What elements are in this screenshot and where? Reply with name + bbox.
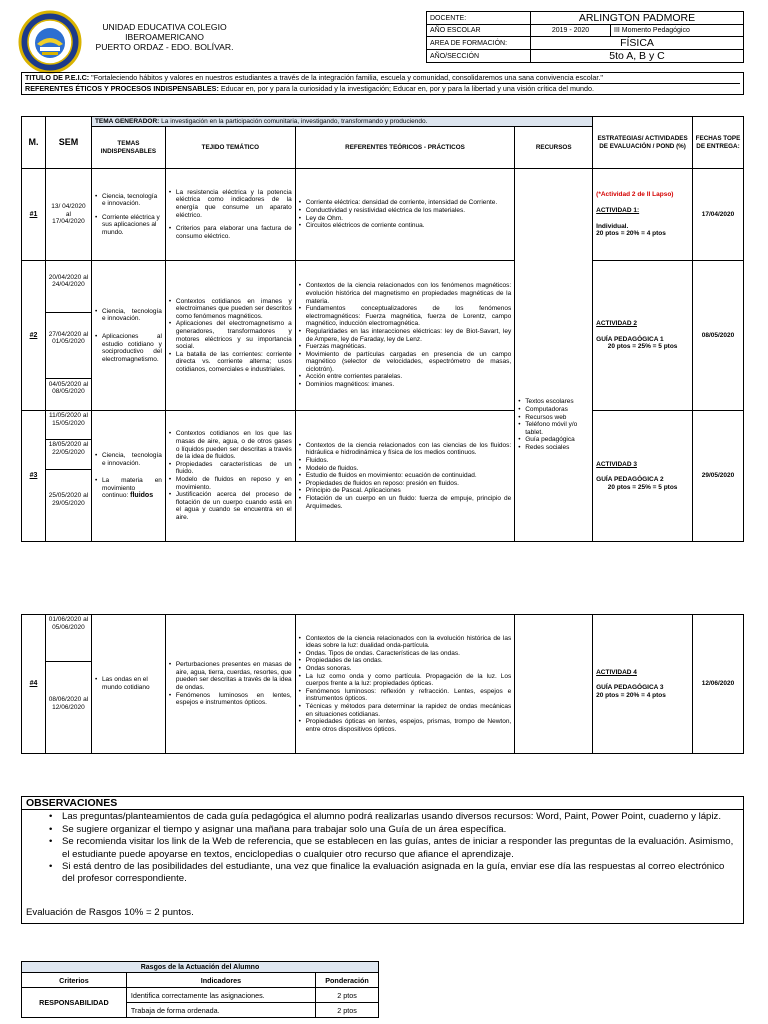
col-header-tejido: TEJIDO TEMÁTICO <box>165 127 295 169</box>
list-item: • Redes sociales <box>518 444 589 452</box>
activity-score: 20 ptos = 20% = 4 ptos <box>596 230 666 238</box>
tema-bold: fluidos <box>130 492 154 500</box>
activity-detail: GUÍA PEDAGÓGICA 2 <box>596 476 664 484</box>
list-item: • Justificación acerca del proceso de flotación de un cuerpo cuando está en el agua y cuando se encuentra en el aire. <box>169 491 292 521</box>
list-item: • Ciencia, tecnología e innovación. <box>95 452 162 467</box>
activity-score: 20 ptos = 25% = 5 ptos <box>607 343 678 351</box>
activity-detail: GUÍA PEDAGÓGICA 3 <box>596 684 664 692</box>
row-temas <box>91 261 165 411</box>
list-item: • Ciencia, tecnología e innovación. <box>95 308 162 323</box>
col-header-fechas: FECHAS TOPE DE ENTREGA: <box>692 117 743 169</box>
docente-value: ARLINGTON PADMORE <box>531 12 744 25</box>
list-item: • Fenómenos luminosos: reflexión y refracción. Lentes, espejos e instrumentos ópticos. <box>299 688 512 703</box>
col-header-m: M. <box>22 117 46 169</box>
col-header-temas: TEMAS INDISPENSABLES <box>91 127 165 169</box>
list-item <box>95 477 162 500</box>
list-item: • Ondas. Tipos de ondas. Características de las ondas. <box>299 650 512 658</box>
row-temas <box>91 169 165 261</box>
teacher-info-table <box>426 11 744 63</box>
row-referentes <box>295 615 515 754</box>
sem-week: 27/04/2020 al 01/05/2020 <box>46 312 91 378</box>
table-row <box>22 169 744 261</box>
evaluation-note: Evaluación de Rasgos 10% = 2 puntos. <box>26 907 194 918</box>
list-item: • Conductividad y resistividad eléctrica de los materiales. <box>299 207 512 215</box>
row-estrategias <box>593 615 693 754</box>
activity-detail: GUÍA PEDAGÓGICA 1 <box>596 335 664 343</box>
observations-title: OBSERVACIONES <box>22 797 743 810</box>
row-fecha: 17/04/2020 <box>692 169 743 261</box>
peic-title-label: TITULO DE P.E.I.C: <box>25 73 90 82</box>
list-item: • Perturbaciones presentes en masas de aire, agua, tierra, cuerdas, resortes, que pueden ser descritas a través de la idea de ondas. <box>169 661 292 691</box>
rasgos-table <box>21 961 379 1018</box>
rasgos-criterio: RESPONSABILIDAD <box>22 988 127 1018</box>
list-item: • Corriente eléctrica y sus aplicaciones al mundo. <box>95 214 162 237</box>
activity-label: ACTIVIDAD 2 <box>596 320 637 328</box>
col-header-referentes: REFERENTES TEÓRICOS - PRÁCTICOS <box>295 127 515 169</box>
row-recursos <box>515 169 593 542</box>
list-item: • Modelo de fluidos. <box>299 465 512 473</box>
sem-week: 18/05/2020 al 22/05/2020 <box>46 439 91 469</box>
list-item: • Corriente eléctrica: densidad de corriente, intensidad de Corriente. <box>299 199 512 207</box>
list-item: • Propiedades ópticas en lentes, espejos, prismas, trompo de Newton, entre otros dispositivos ópticos. <box>299 718 512 733</box>
row-m: #4 <box>22 615 46 754</box>
tema-generador-text: La investigación en la participación comunitaria, investigando, transformando y produciendo. <box>161 117 428 125</box>
list-item: • Contextos cotidianos en los que las masas de aire, agua, o de otros gases o líquidos pueden ser descritas a través de la idea de fluidos. <box>169 430 292 460</box>
school-line-1: UNIDAD EDUCATIVA COLEGIO <box>102 22 227 32</box>
list-item: • La resistencia eléctrica y la potencia eléctrica como indicadores de la energía que consume un aparato eléctrico. <box>169 189 292 219</box>
list-item: • Movimiento de partículas cargadas en presencia de un campo magnético (selector de velocidades, espectrómetro de masas, ciclotrón). <box>299 351 512 374</box>
list-item: • La luz como onda y como partícula. Propagación de la luz. Los cuerpos frente a la luz: propiedades ópticas. <box>299 673 512 688</box>
row-estrategias <box>593 411 693 542</box>
peic-referentes-text: Educar en, por y para la curiosidad y la investigación; Educar en, por y para la libertad y una visión crítica del mundo. <box>220 84 594 93</box>
docente-label: DOCENTE: <box>427 12 531 25</box>
row-referentes <box>295 261 515 411</box>
activity-label: ACTIVIDAD 4 <box>596 668 637 676</box>
activity-score: 20 ptos = 25% = 5 ptos <box>607 483 678 491</box>
row-referentes <box>295 411 515 542</box>
activity-label: ACTIVIDAD 1: <box>596 206 640 214</box>
anio-label: AÑO ESCOLAR <box>427 25 531 37</box>
list-item: • Fenómenos luminosos en lentes, espejos e instrumentos ópticos. <box>169 692 292 707</box>
peic-box <box>21 72 744 95</box>
row-m: #3 <box>22 411 46 542</box>
school-line-3: PUERTO ORDAZ - EDO. BOLÍVAR. <box>95 42 234 52</box>
table-row <box>22 411 744 542</box>
list-item: • Contextos de la ciencia relacionados con los fenómenos magnéticos: evolución histórica del magnetismo en propiedades magnéticas de la materia. <box>299 282 512 305</box>
tema-text: La materia en movimiento continuo: <box>101 477 162 500</box>
table-row <box>22 261 744 411</box>
list-item: • La batalla de las corrientes: corriente directa vs. corriente alterna; usos cotidianos, comerciales e industriales. <box>169 351 292 374</box>
observations-box <box>21 796 744 924</box>
tema-generador <box>91 117 592 127</box>
tema-generador-label: TEMA GENERADOR: <box>94 117 160 125</box>
table-row <box>22 988 379 1003</box>
rasgos-title: Rasgos de la Actuación del Alumno <box>22 962 379 973</box>
rasgos-indicador: Trabaja de forma ordenada. <box>126 1003 315 1018</box>
observation-item: • Si está dentro de las posibilidades del estudiante, una vez que finalice la evaluación asignada en la guía, enviar ese día las respuestas al correo electrónico del profesor correspondiente. <box>62 861 739 886</box>
row-sem: 13/ 04/2020 al 17/04/2020 <box>45 169 91 261</box>
list-item: • Ciencia, tecnología e innovación. <box>95 193 162 208</box>
list-item: • Regularidades en las interacciones eléctricas: ley de Biot-Savart, ley de Ampere, ley de Faraday, ley de Lenz. <box>299 328 512 343</box>
list-item: • Teléfono móvil y/o tablet. <box>518 421 589 436</box>
sem-week: 20/04/2020 al 24/04/2020 <box>48 273 89 289</box>
row-fecha: 08/05/2020 <box>692 261 743 411</box>
list-item: • Las ondas en el mundo cotidiano <box>95 676 162 691</box>
rasgos-ponderacion: 2 ptos <box>316 988 379 1003</box>
row-temas <box>91 615 165 754</box>
list-item: • Flotación de un cuerpo en un fluido: fuerza de empuje, principio de Arquímedes. <box>299 495 512 510</box>
sem-week: 11/05/2020 al 15/05/2020 <box>48 412 88 427</box>
sem-week: 04/05/2020 al 08/05/2020 <box>46 378 91 410</box>
peic-title-line <box>25 73 740 83</box>
list-item: • Principio de Pascal. Aplicaciones <box>299 487 512 495</box>
school-line-2: IBEROAMERICANO <box>125 32 204 42</box>
list-item: • Criterios para elaborar una factura de consumo eléctrico. <box>169 225 292 240</box>
momento-value: III Momento Pedagógico <box>611 25 744 37</box>
planning-table <box>21 116 744 542</box>
rasgos-header-criterios: Criterios <box>22 973 127 988</box>
list-item: • Fuerzas magnéticas. <box>299 343 512 351</box>
activity-label: ACTIVIDAD 3 <box>596 460 637 468</box>
row-temas <box>91 411 165 542</box>
list-item: • Ley de Ohm. <box>299 215 512 223</box>
list-item: • Aplicaciones del electromagnetismo a generadores, transformadores y motores eléctricos y su importancia social. <box>169 320 292 350</box>
area-value: FÍSICA <box>531 37 744 50</box>
observation-item: • Se recomienda visitar los link de la Web de referencia, que se establecen en las guías, antes de iniciar a responder las preguntas de la evaluación. Asimismo, el estudiante puede apoyarse en textos, enciclopedias o cualquier otro recurso que afiance el aprendizaje. <box>62 836 739 861</box>
sem-week: 25/05/2020 al 29/05/2020 <box>46 469 91 541</box>
list-item: • Ondas sonoras. <box>299 665 512 673</box>
area-label: AREA DE FORMACIÓN: <box>427 37 531 50</box>
peic-referentes-label: REFERENTES ÉTICOS Y PROCESOS INDISPENSABLES: <box>25 84 219 93</box>
row-referentes <box>295 169 515 261</box>
list-item: • Guía pedagógica <box>518 436 589 444</box>
row-tejido <box>165 261 295 411</box>
school-logo <box>18 10 82 74</box>
peic-referentes-line <box>25 83 740 94</box>
row-fecha: 12/06/2020 <box>692 615 743 754</box>
list-item: • Propiedades de las ondas. <box>299 657 512 665</box>
activity-score: 20 ptos = 20% = 4 ptos <box>596 691 666 699</box>
col-header-recursos: RECURSOS <box>515 127 593 169</box>
row-sem <box>45 261 91 411</box>
row-sem <box>45 615 91 754</box>
row-recursos <box>515 615 593 754</box>
observation-item: • Las preguntas/planteamientos de cada guía pedagógica el alumno podrá realizarlas usando diversos recursos: Word, Paint, Power Point, cuaderno y lápiz. <box>62 811 739 823</box>
row-estrategias <box>593 261 693 411</box>
list-item: • Técnicas y métodos para determinar la rapidez de ondas mecánicas en situaciones cotidianas. <box>299 703 512 718</box>
list-item: • Propiedades de fluidos en reposo: presión en fluidos. <box>299 480 512 488</box>
planning-table-continued <box>21 614 744 754</box>
seccion-label: AÑO/SECCIÓN <box>427 50 531 63</box>
row-m: #2 <box>22 261 46 411</box>
list-item: • Aplicaciones al estudio cotidiano y sociproductivo del electromagnetismo. <box>95 333 162 363</box>
rasgos-header-indicadores: Indicadores <box>126 973 315 988</box>
row-sem <box>45 411 91 542</box>
row-fecha: 29/05/2020 <box>692 411 743 542</box>
table-row <box>22 615 744 754</box>
observation-item: • Se sugiere organizar el tiempo y asignar una mañana para trabajar solo una Guía de un área específica. <box>62 824 739 836</box>
list-item: • Textos escolares <box>518 398 589 406</box>
row-tejido <box>165 615 295 754</box>
activity-detail: Individual. <box>596 222 629 230</box>
row-m: #1 <box>22 169 46 261</box>
list-item: • Contextos de la ciencia relacionados con la evolución histórica de las ideas sobre la luz: dualidad onda-partícula. <box>299 635 512 650</box>
list-item: • Contextos de la ciencia relacionados con las ciencias de los fluidos: hidráulica e hidrodinámica y física de los medios continuos. <box>299 442 512 457</box>
sem-week: 08/06/2020 al 12/06/2020 <box>46 661 91 753</box>
list-item: • Fluidos. <box>299 457 512 465</box>
list-item: • Propiedades características de un fluido. <box>169 461 292 476</box>
school-name <box>82 22 247 52</box>
activity-note: (*Actividad 2 de II Lapso) <box>596 191 674 199</box>
col-header-sem: SEM <box>45 117 91 169</box>
list-item: • Dominios magnéticos: imanes. <box>299 381 512 389</box>
list-item: • Fundamentos conceptualizadores de los fenómenos electromagnéticos: Fuerza magnética, fuerza de Lorentz, campo magnético, inducción electromagnética. <box>299 305 512 328</box>
row-estrategias <box>593 169 693 261</box>
list-item: • Contextos cotidianos en imanes y electroimanes que pueden ser descritos como fenómenos magnéticos. <box>169 298 292 321</box>
row-tejido <box>165 411 295 542</box>
peic-title-text: "Fortaleciendo hábitos y valores en nuestros estudiantes a través de la integración familia, escuela y comunidad, consolidaremos una sana convivencia escolar." <box>91 73 603 82</box>
col-header-estrategias: ESTRATEGIAS/ ACTIVIDADES DE EVALUACIÓN / POND (%) <box>593 117 693 169</box>
list-item: • Recursos web <box>518 414 589 422</box>
list-item: • Modelo de fluidos en reposo y en movimiento. <box>169 476 292 491</box>
list-item: • Computadoras <box>518 406 589 414</box>
seccion-value: 5to A, B y C <box>531 50 744 63</box>
sem-week: 01/06/2020 al 05/06/2020 <box>48 616 89 631</box>
row-tejido <box>165 169 295 261</box>
rasgos-header-ponderacion: Ponderación <box>316 973 379 988</box>
list-item: • Acción entre corrientes paralelas. <box>299 373 512 381</box>
list-item: • Estudio de fluidos en movimiento: ecuación de continuidad. <box>299 472 512 480</box>
anio-value: 2019 - 2020 <box>531 25 611 37</box>
rasgos-ponderacion: 2 ptos <box>316 1003 379 1018</box>
rasgos-indicador: Identifica correctamente las asignaciones. <box>126 988 315 1003</box>
list-item: • Circuitos eléctricos de corriente continua. <box>299 222 512 230</box>
